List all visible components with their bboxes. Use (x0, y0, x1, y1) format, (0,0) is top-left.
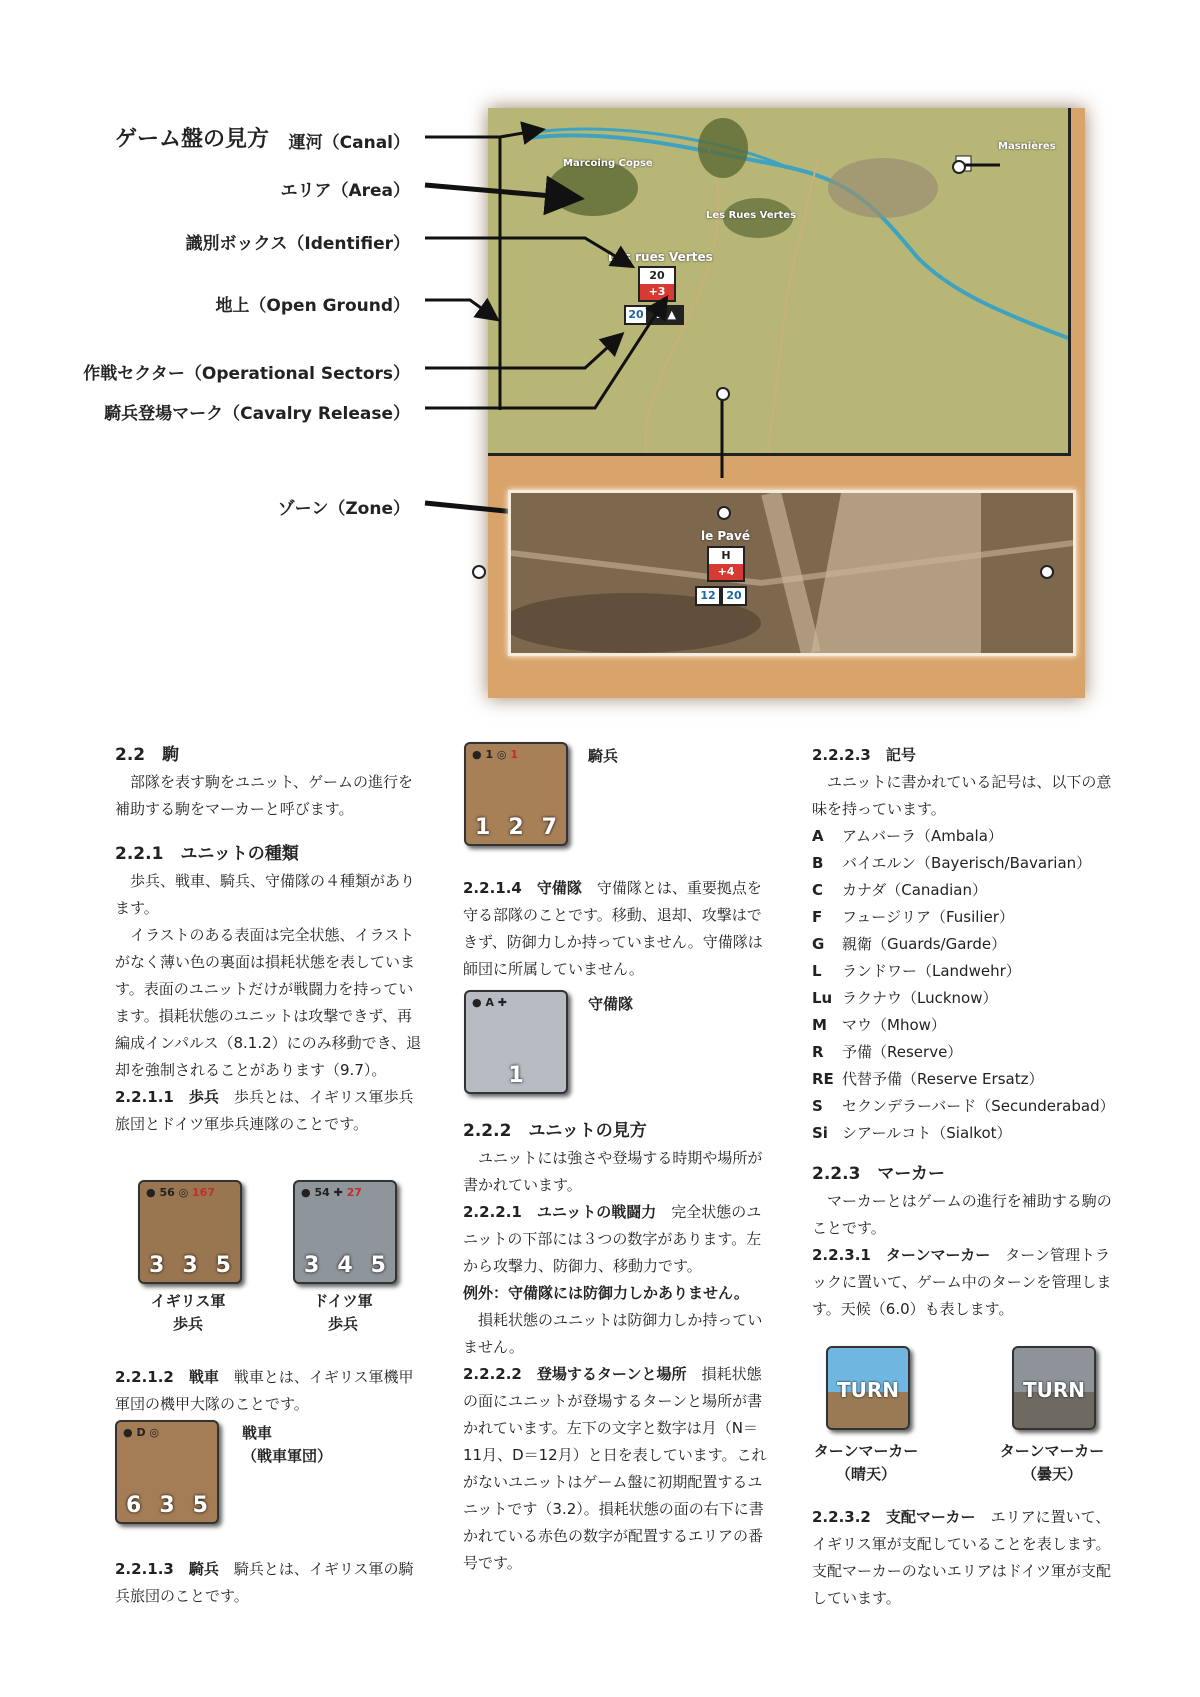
unit-garrison (464, 990, 568, 1094)
symbol-item: A アムバーラ（Ambala） (812, 827, 1003, 845)
unit-garrison-caption: 守備隊 (588, 995, 634, 1013)
column-1 (115, 742, 425, 1138)
column-2-text (463, 1118, 773, 1577)
callout-area: エリア（Area） (280, 181, 410, 201)
turn-marker-cloudy (1012, 1346, 1096, 1430)
map-label-le-pave: le Pavé (701, 529, 750, 543)
section-2-2-body: 部隊を表す駒をユニット、ゲームの進行を補助する駒をマーカーと呼びます。 (115, 773, 414, 818)
symbol-item: B バイエルン（Bayerisch/Bavarian） (812, 854, 1092, 872)
symbol-list (812, 823, 1122, 1147)
section-2-2-title: 2.2 駒 (115, 745, 180, 765)
callout-canal: 運河（Canal） (288, 133, 410, 153)
zone-photo (511, 493, 1073, 653)
callout-arrows (420, 100, 1110, 550)
zone-sector-right: 20 (721, 586, 747, 606)
cavalry-release-mark: 2 ▲ (648, 305, 684, 325)
unit-german-top: ● 54 ✚ 27 (301, 1186, 362, 1199)
zone-connector-right-2 (1040, 565, 1054, 579)
section-2-2-1-2 (115, 1364, 425, 1418)
callout-operational-sectors: 作戦セクター（Operational Sectors） (83, 364, 410, 384)
zone-sector-left: 12 (695, 586, 721, 606)
unit-tank-values: 6 3 5 (126, 1493, 208, 1518)
turn-marker-cloudy-caption: ターンマーカー （曇天） (999, 1442, 1105, 1483)
symbol-item: R 予備（Reserve） (812, 1043, 963, 1061)
identifier-value: 20 (649, 269, 665, 282)
map-label-marcoing-copse: Marcoing Copse (563, 158, 653, 169)
section-2-2-2-1-p2: 損耗状態のユニットは防御力しか持っていません。 (463, 1311, 763, 1356)
section-2-2-2-3-body: ユニットに書かれている記号は、以下の意味を持っています。 (812, 773, 1112, 818)
symbol-item: C カナダ（Canadian） (812, 881, 988, 899)
section-2-2-2-2-body: 損耗状態の面にユニットが登場するターンと場所が書かれています。左下の文字と数字は月（N＝11月、D＝12月）と日を表しています。これがないユニットはゲーム盤に初期配置するユニットです（3.2）。損耗状態の面の右下に書かれている赤色の数字が配置するエリアの番号です。 (463, 1365, 767, 1572)
map-label-masnieres: Masnières (998, 141, 1056, 152)
map-label-les-rues-vertes: Les Rues Vertes (706, 210, 797, 221)
section-2-2-3-title: 2.2.3 マーカー (812, 1164, 946, 1184)
symbol-item: Lu ラクナウ（Lucknow） (812, 989, 998, 1007)
turn-marker-cloudy-label: TURN (1022, 1378, 1086, 1402)
zone-connector-right (952, 160, 966, 174)
section-2-2-1-1-head: 2.2.1.1 歩兵 (115, 1088, 219, 1106)
unit-german-infantry (293, 1180, 397, 1284)
turn-marker-clear-caption: ターンマーカー （晴天） (813, 1442, 919, 1483)
section-2-2-2-3-title: 2.2.2.3 記号 (812, 746, 916, 764)
symbol-item: G 親衛（Guards/Garde） (812, 935, 1007, 953)
section-2-2-1-p2: イラストのある表面は完全状態、イラストがなく薄い色の裏面は損耗状態を表しています。表面のユニットだけが戦闘力を持っています。損耗状態のユニットは攻撃できず、再編成インパルス（8.1.2）にのみ移動でき、退却を強制されることがあります（9.7）。 (115, 926, 422, 1079)
zone-identifier-box (707, 546, 745, 582)
turn-marker-clear (826, 1346, 910, 1430)
section-2-2-1-title: 2.2.1 ユニットの種類 (115, 844, 299, 864)
section-2-2-1-4-body: 守備隊とは、重要拠点を守る部隊のことです。移動、退却、攻撃はできず、防御力しか持っていません。守備隊は師団に所属していません。 (463, 879, 763, 978)
section-2-2-1-2-head: 2.2.1.2 戦車 (115, 1368, 219, 1386)
unit-british-top: ● 56 ◎ 167 (146, 1186, 215, 1199)
unit-garrison-values: 1 (508, 1063, 524, 1088)
section-2-2-2-2-head: 2.2.2.2 登場するターンと場所 (463, 1365, 687, 1383)
section-2-2-3-1-head: 2.2.3.1 ターンマーカー (812, 1246, 991, 1264)
section-2-2-2-1-exception: 例外：守備隊には防御力しかありません。 (463, 1284, 749, 1302)
section-2-2-2-1-body: 完全状態のユニットの下部には３つの数字があります。左から攻撃力、防御力、移動力です。 (463, 1203, 762, 1275)
section-2-2-1-3-body: 騎兵とは、イギリス軍の騎兵旅団のことです。 (115, 1560, 414, 1605)
section-2-2-1-3 (115, 1556, 425, 1610)
symbol-item: RE 代替予備（Reserve Ersatz） (812, 1070, 1044, 1088)
unit-german-caption: ドイツ軍 歩兵 (313, 1292, 373, 1333)
section-2-2-1-4 (463, 875, 773, 983)
unit-cavalry (464, 742, 568, 846)
identifier-modifier: +3 (640, 284, 674, 300)
unit-garrison-top: ● A ✚ (472, 996, 507, 1009)
section-2-2-2-body: ユニットには強さや登場する時期や場所が書かれています。 (463, 1149, 763, 1194)
sector-number-left: 20 (624, 305, 648, 325)
symbol-item: Si シアールコト（Sialkot） (812, 1124, 1012, 1142)
symbol-item: S セクンデラーバード（Secunderabad） (812, 1097, 1115, 1115)
callout-identifier: 識別ボックス（Identifier） (185, 234, 410, 254)
unit-tank-caption: 戦車 （戦車軍団） (242, 1424, 333, 1465)
unit-british-caption: イギリス軍 歩兵 (150, 1292, 226, 1333)
zone-identifier-value: H (721, 549, 731, 562)
section-2-2-1-p1: 歩兵、戦車、騎兵、守備隊の４種類があります。 (115, 872, 416, 917)
zone-identifier-modifier: +4 (709, 564, 743, 580)
zone-connector-inner (717, 506, 731, 520)
section-2-2-2-title: 2.2.2 ユニットの見方 (463, 1121, 647, 1141)
callout-cavalry-release: 騎兵登場マーク（Cavalry Release） (104, 404, 410, 424)
page-title: ゲーム盤の見方 (115, 127, 270, 152)
section-2-2-1-1-body: 歩兵とは、イギリス軍歩兵旅団とドイツ軍歩兵連隊のことです。 (115, 1088, 414, 1133)
cavalry-release-value: 2 (656, 308, 664, 321)
section-2-2-1-3-head: 2.2.1.3 騎兵 (115, 1560, 219, 1578)
turn-marker-clear-label: TURN (836, 1378, 900, 1402)
zone-connector-top (716, 387, 730, 401)
section-2-2-1-4-head: 2.2.1.4 守備隊 (463, 879, 582, 897)
section-2-2-3-body: マーカーとはゲームの進行を補助する駒のことです。 (812, 1192, 1112, 1237)
symbol-item: L ランドワー（Landwehr） (812, 962, 1021, 980)
unit-tank-top: ● D ◎ (123, 1426, 160, 1439)
unit-cavalry-values: 1 2 7 (475, 815, 557, 840)
section-2-2-2-1-head: 2.2.2.1 ユニットの戦闘力 (463, 1203, 657, 1221)
unit-british-values: 3 3 5 (149, 1253, 231, 1278)
unit-tank (115, 1420, 219, 1524)
section-2-2-3-2-body: エリアに置いて、イギリス軍が支配していることを表します。支配マーカーのないエリアはドイツ軍が支配しています。 (812, 1508, 1111, 1607)
unit-cavalry-top: ● 1 ◎ 1 (472, 748, 519, 761)
section-2-2-3-2-head: 2.2.3.2 支配マーカー (812, 1508, 976, 1526)
zone-strip (508, 490, 1076, 656)
unit-german-values: 3 4 5 (304, 1253, 386, 1278)
symbol-item: F フュージリア（Fusilier） (812, 908, 1014, 926)
unit-british-infantry (138, 1180, 242, 1284)
section-2-2-3-1-body: ターン管理トラックに置いて、ゲーム中のターンを管理します。天候（6.0）も表します。 (812, 1246, 1112, 1318)
map-label-identifier-area: Les rues Vertes (608, 250, 713, 264)
unit-cavalry-caption: 騎兵 (588, 747, 619, 765)
column-3-text (812, 742, 1122, 1323)
section-2-2-3-2 (812, 1504, 1122, 1612)
callout-zone: ゾーン（Zone） (277, 499, 410, 519)
section-2-2-1-2-body: 戦車とは、イギリス軍機甲軍団の機甲大隊のことです。 (115, 1368, 414, 1413)
callout-open-ground: 地上（Open Ground） (215, 296, 410, 316)
zone-connector-left (472, 565, 486, 579)
symbol-item: M マウ（Mhow） (812, 1016, 946, 1034)
